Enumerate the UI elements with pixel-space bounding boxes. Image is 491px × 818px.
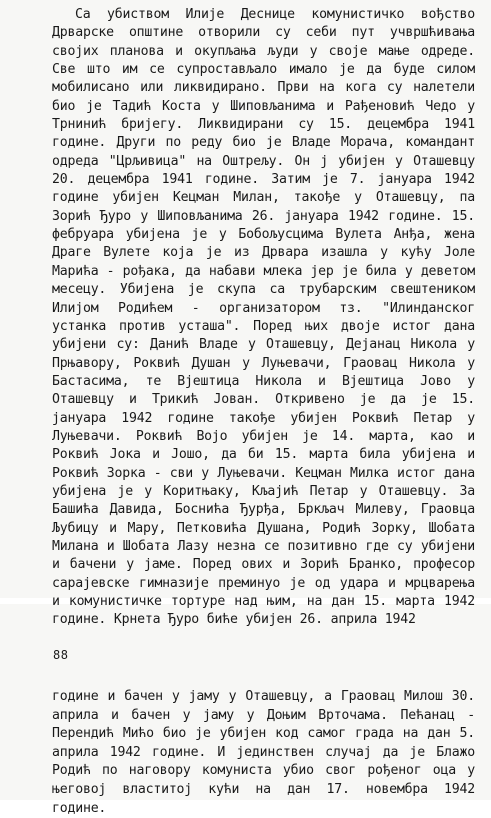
lower-text-block <box>52 688 475 818</box>
continuation-paragraph: године и бачен у јаму у Оташевцу, а Граовац Милош 30. априла и бачен у јаму у Доњим Врточама. Пећанац - Перендић Мићо био је убијен код самог града на дан 5. априла 1942 године. И јединствен случај да је Блажо Родић по наговору комуниста убио свог рођеног оца у његовој властитој кући на дан 17. новембра 1942 године. <box>52 689 475 816</box>
body-paragraph: Са убиством Илије Деснице комунистичко вођство Дрварске општине отворили су себи пут учвршћивања својих планова и окупљања људи у своје мање одреде. Све што им се супростављало имало је да буде силом мобилисано или ликвидирано. Први на кога су налетели био је Тадић Коста у Шиповљанима и Рађеновић Чедо у Трнинић бријегу. Ликвидирани су 15. децембра 1941 године. Други по реду био је Владе Морача, командант одреда "Црљивица" на Оштрељу. Он ј убијен у Оташевцу 20. децембра 1941 године. Затим је 7. јануара 1942 године убијен Кецман Милан, такође у Оташевцу, па Зорић Ђуро у Шиповљанима 26. јануара 1942 године. 15. фебруара убијена је у Бобољусцима Вулета Анђа, жена Драге Вулете која је из Дрвара изашла у кућу Јоле Марића - рођака, да набави млека јер је била у деветом месецу. Убијена је скупа са трубарским свештеником Илијом Родићем - организатором тз. "Илинданског устанка против усташа". Поред њих двоје истог дана убијени су: Данић Владе у Оташевцу, Дејанац Никола у Прњавору, Роквић Душан у Луњевачи, Граовац Никола у Бастасима, те Вјештица Никола и Вјештица Јово у Оташевцу и Трикић Јован. Откривено је да је 15. јануара 1942 године такође убијен Роквић Петар у Луњевачи. Роквић Војо убијен је 14. марта, као и Роквић Јока и Јошо, да би 15. марта била убијена и Роквић Зорка - сви у Луњевачи. Кецман Милка истог дана убијена је у Коритњаку, Кљајић Петар у Оташевцу. За Башића Давида, Боснића Ђурђа, Бркљач Милеву, Граовца Љубицу и Мару, Петковића Душана, Родић Зорку, Шобата Милана и Шобата Лазу незна се позитивно где су убијени и бачени у јаме. Поред ових и Зорић Бранко, професор сарајевске гимназије преминуо је од удара и мрцварења и комунистичке тортуре над њим, на дан 15. марта 1942 године. Крнета Ђуро биће убијен 26. априла 1942 <box>52 7 475 628</box>
upper-text-block <box>52 6 475 630</box>
page-number: 88 <box>53 648 69 662</box>
